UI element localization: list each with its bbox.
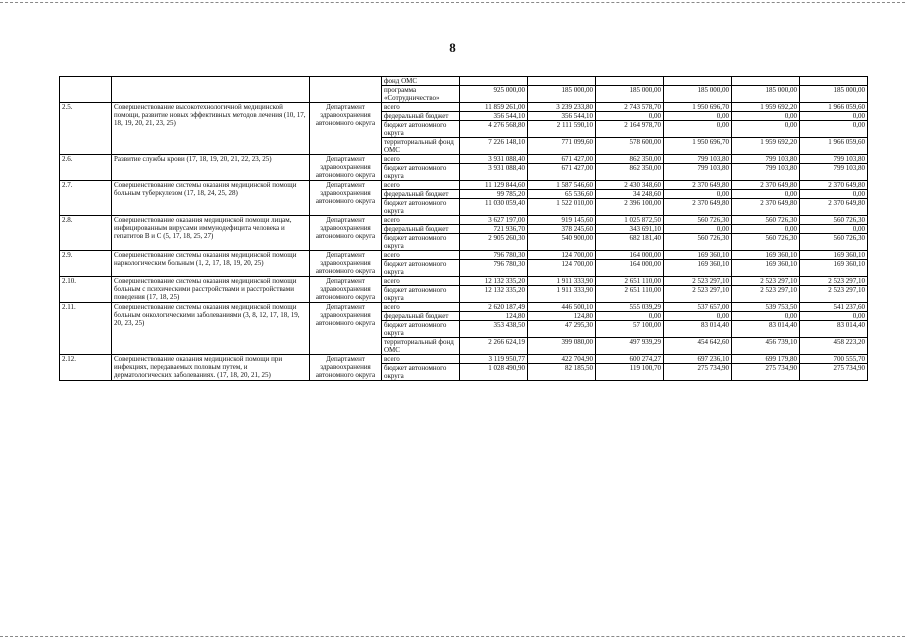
amount-cell: 1 028 490,90 bbox=[460, 364, 528, 381]
funding-source-cell: всего bbox=[382, 277, 460, 286]
funding-source-cell: бюджет автономного округа bbox=[382, 121, 460, 138]
amount-cell: 57 100,00 bbox=[596, 321, 664, 338]
amount-cell: 539 753,50 bbox=[732, 303, 800, 312]
amount-cell: 7 226 148,10 bbox=[460, 138, 528, 155]
funding-source-cell: всего bbox=[382, 155, 460, 164]
scan-edge-top bbox=[0, 2, 905, 3]
item-number-cell: 2.7. bbox=[60, 181, 112, 216]
amount-cell: 2 523 297,10 bbox=[732, 286, 800, 303]
amount-cell: 2 370 649,80 bbox=[800, 199, 868, 216]
amount-cell: 541 237,60 bbox=[800, 303, 868, 312]
amount-cell: 537 657,00 bbox=[664, 303, 732, 312]
amount-cell: 560 726,30 bbox=[800, 216, 868, 225]
amount-cell: 185 000,00 bbox=[528, 86, 596, 103]
amount-cell: 2 523 297,10 bbox=[800, 277, 868, 286]
amount-cell: 799 103,80 bbox=[664, 164, 732, 181]
amount-cell: 2 523 297,10 bbox=[664, 277, 732, 286]
amount-cell: 124,80 bbox=[460, 312, 528, 321]
amount-cell: 4 276 568,80 bbox=[460, 121, 528, 138]
funding-source-cell: федеральный бюджет bbox=[382, 190, 460, 199]
amount-cell: 2 370 649,80 bbox=[732, 199, 800, 216]
amount-cell: 0,00 bbox=[664, 112, 732, 121]
amount-cell: 0,00 bbox=[664, 190, 732, 199]
amount-cell: 124 700,00 bbox=[528, 251, 596, 260]
amount-cell: 925 000,00 bbox=[460, 86, 528, 103]
amount-cell: 275 734,90 bbox=[732, 364, 800, 381]
amount-cell: 1 966 059,60 bbox=[800, 138, 868, 155]
amount-cell: 600 274,27 bbox=[596, 355, 664, 364]
amount-cell bbox=[732, 77, 800, 86]
amount-cell: 11 129 844,60 bbox=[460, 181, 528, 190]
amount-cell: 65 536,60 bbox=[528, 190, 596, 199]
item-number-cell: 2.8. bbox=[60, 216, 112, 251]
item-number-cell: 2.5. bbox=[60, 103, 112, 155]
amount-cell: 399 080,00 bbox=[528, 338, 596, 355]
amount-cell: 0,00 bbox=[800, 121, 868, 138]
amount-cell: 446 500,10 bbox=[528, 303, 596, 312]
amount-cell: 0,00 bbox=[664, 225, 732, 234]
funding-source-cell: всего bbox=[382, 355, 460, 364]
amount-cell: 560 726,30 bbox=[732, 216, 800, 225]
amount-cell: 185 000,00 bbox=[664, 86, 732, 103]
responsible-department-cell: Департамент здравоохранения автономного округа bbox=[310, 251, 382, 277]
amount-cell: 0,00 bbox=[732, 190, 800, 199]
amount-cell: 356 544,10 bbox=[528, 112, 596, 121]
amount-cell: 185 000,00 bbox=[800, 86, 868, 103]
amount-cell: 353 438,50 bbox=[460, 321, 528, 338]
amount-cell: 0,00 bbox=[664, 312, 732, 321]
amount-cell: 0,00 bbox=[596, 112, 664, 121]
amount-cell bbox=[664, 77, 732, 86]
table-row bbox=[60, 181, 868, 190]
table-row bbox=[60, 77, 868, 86]
amount-cell: 799 103,80 bbox=[664, 155, 732, 164]
amount-cell: 1 911 333,90 bbox=[528, 286, 596, 303]
amount-cell: 343 691,10 bbox=[596, 225, 664, 234]
amount-cell: 682 181,40 bbox=[596, 234, 664, 251]
amount-cell bbox=[460, 77, 528, 86]
amount-cell: 0,00 bbox=[800, 112, 868, 121]
amount-cell: 771 099,60 bbox=[528, 138, 596, 155]
amount-cell: 2 111 590,10 bbox=[528, 121, 596, 138]
amount-cell: 2 743 578,70 bbox=[596, 103, 664, 112]
scan-edge-bottom bbox=[0, 636, 905, 637]
table-row bbox=[60, 216, 868, 225]
amount-cell: 560 726,30 bbox=[800, 234, 868, 251]
item-number-cell bbox=[60, 77, 112, 103]
amount-cell: 0,00 bbox=[800, 190, 868, 199]
amount-cell: 799 103,80 bbox=[732, 155, 800, 164]
funding-source-cell: бюджет автономного округа bbox=[382, 286, 460, 303]
amount-cell: 12 132 335,20 bbox=[460, 277, 528, 286]
item-name-cell: Совершенствование системы оказания медицинской помощи больным туберкулезом (17, 18, 24, 25, 28) bbox=[112, 181, 310, 216]
amount-cell: 2 370 649,80 bbox=[732, 181, 800, 190]
amount-cell: 2 523 297,10 bbox=[664, 286, 732, 303]
amount-cell: 12 132 335,20 bbox=[460, 286, 528, 303]
funding-source-cell: всего bbox=[382, 181, 460, 190]
amount-cell: 0,00 bbox=[732, 112, 800, 121]
amount-cell: 164 000,00 bbox=[596, 260, 664, 277]
item-number-cell: 2.11. bbox=[60, 303, 112, 355]
amount-cell bbox=[596, 77, 664, 86]
funding-source-cell: территориальный фонд ОМС bbox=[382, 338, 460, 355]
amount-cell: 83 014,40 bbox=[732, 321, 800, 338]
amount-cell: 11 859 261,00 bbox=[460, 103, 528, 112]
amount-cell: 2 396 100,00 bbox=[596, 199, 664, 216]
amount-cell: 169 360,10 bbox=[664, 260, 732, 277]
amount-cell: 796 780,30 bbox=[460, 260, 528, 277]
table-row bbox=[60, 155, 868, 164]
funding-source-cell: фонд ОМС bbox=[382, 77, 460, 86]
amount-cell: 275 734,90 bbox=[800, 364, 868, 381]
item-number-cell: 2.6. bbox=[60, 155, 112, 181]
funding-source-cell: федеральный бюджет bbox=[382, 225, 460, 234]
amount-cell: 119 100,70 bbox=[596, 364, 664, 381]
responsible-department-cell: Департамент здравоохранения автономного округа bbox=[310, 216, 382, 251]
program-funding-table bbox=[59, 76, 868, 381]
amount-cell: 422 704,90 bbox=[528, 355, 596, 364]
amount-cell: 3 627 197,00 bbox=[460, 216, 528, 225]
table-row bbox=[60, 103, 868, 112]
amount-cell: 671 427,00 bbox=[528, 155, 596, 164]
amount-cell: 2 164 978,70 bbox=[596, 121, 664, 138]
amount-cell: 796 780,30 bbox=[460, 251, 528, 260]
amount-cell: 1 959 692,20 bbox=[732, 138, 800, 155]
amount-cell: 2 430 348,60 bbox=[596, 181, 664, 190]
amount-cell: 1 911 333,90 bbox=[528, 277, 596, 286]
amount-cell: 799 103,80 bbox=[800, 164, 868, 181]
table-row bbox=[60, 277, 868, 286]
table-row bbox=[60, 355, 868, 364]
amount-cell: 34 248,60 bbox=[596, 190, 664, 199]
amount-cell: 2 266 624,19 bbox=[460, 338, 528, 355]
item-name-cell bbox=[112, 77, 310, 103]
amount-cell: 456 739,10 bbox=[732, 338, 800, 355]
amount-cell: 0,00 bbox=[732, 312, 800, 321]
amount-cell: 799 103,80 bbox=[800, 155, 868, 164]
item-name-cell: Совершенствование высокотехнологичной медицинской помощи, развитие новых эффективных методов лечения (10, 17, 18, 19, 20, 21, 23, 25) bbox=[112, 103, 310, 155]
amount-cell: 99 785,20 bbox=[460, 190, 528, 199]
funding-source-cell: федеральный бюджет bbox=[382, 112, 460, 121]
amount-cell: 169 360,10 bbox=[732, 260, 800, 277]
responsible-department-cell: Департамент здравоохранения автономного округа bbox=[310, 155, 382, 181]
amount-cell: 11 030 059,40 bbox=[460, 199, 528, 216]
amount-cell: 124,80 bbox=[528, 312, 596, 321]
amount-cell: 1 950 696,70 bbox=[664, 138, 732, 155]
amount-cell: 0,00 bbox=[800, 312, 868, 321]
amount-cell: 1 966 059,60 bbox=[800, 103, 868, 112]
funding-source-cell: бюджет автономного округа bbox=[382, 364, 460, 381]
amount-cell: 83 014,40 bbox=[800, 321, 868, 338]
amount-cell: 169 360,10 bbox=[800, 260, 868, 277]
amount-cell: 555 039,29 bbox=[596, 303, 664, 312]
amount-cell: 671 427,00 bbox=[528, 164, 596, 181]
amount-cell: 697 236,10 bbox=[664, 355, 732, 364]
item-number-cell: 2.12. bbox=[60, 355, 112, 381]
amount-cell: 185 000,00 bbox=[732, 86, 800, 103]
item-name-cell: Совершенствование системы оказания медицинской помощи наркологическим больным (1, 2, 17, 18, 19, 20, 25) bbox=[112, 251, 310, 277]
responsible-department-cell: Департамент здравоохранения автономного округа bbox=[310, 355, 382, 381]
amount-cell: 0,00 bbox=[732, 225, 800, 234]
item-name-cell: Совершенствование системы оказания медицинской помощи больным онкологическими заболеваниями (3, 8, 12, 17, 18, 19, 20, 23, 25) bbox=[112, 303, 310, 355]
amount-cell: 721 936,70 bbox=[460, 225, 528, 234]
funding-source-cell: всего bbox=[382, 103, 460, 112]
responsible-department-cell: Департамент здравоохранения автономного округа bbox=[310, 277, 382, 303]
amount-cell: 164 000,00 bbox=[596, 251, 664, 260]
funding-source-cell: всего bbox=[382, 251, 460, 260]
amount-cell: 275 734,90 bbox=[664, 364, 732, 381]
amount-cell: 356 544,10 bbox=[460, 112, 528, 121]
amount-cell: 0,00 bbox=[596, 312, 664, 321]
amount-cell: 2 370 649,80 bbox=[664, 181, 732, 190]
amount-cell: 2 651 110,00 bbox=[596, 277, 664, 286]
responsible-department-cell: Департамент здравоохранения автономного округа bbox=[310, 103, 382, 155]
amount-cell: 919 145,60 bbox=[528, 216, 596, 225]
amount-cell: 1 025 872,50 bbox=[596, 216, 664, 225]
funding-source-cell: программа «Сотрудничество» bbox=[382, 86, 460, 103]
amount-cell: 700 555,70 bbox=[800, 355, 868, 364]
amount-cell: 458 223,20 bbox=[800, 338, 868, 355]
amount-cell: 3 931 088,40 bbox=[460, 164, 528, 181]
responsible-department-cell bbox=[310, 77, 382, 103]
item-name-cell: Совершенствование оказания медицинской помощи при инфекциях, передаваемых половым путем, и дерматологических заболеваниях. (17, 18, 20, 21, 25) bbox=[112, 355, 310, 381]
amount-cell: 185 000,00 bbox=[596, 86, 664, 103]
amount-cell: 1 522 010,00 bbox=[528, 199, 596, 216]
amount-cell: 2 523 297,10 bbox=[732, 277, 800, 286]
responsible-department-cell: Департамент здравоохранения автономного округа bbox=[310, 181, 382, 216]
funding-source-cell: бюджет автономного округа bbox=[382, 164, 460, 181]
funding-source-cell: бюджет автономного округа bbox=[382, 234, 460, 251]
amount-cell: 799 103,80 bbox=[732, 164, 800, 181]
responsible-department-cell: Департамент здравоохранения автономного округа bbox=[310, 303, 382, 355]
amount-cell: 862 350,00 bbox=[596, 164, 664, 181]
funding-source-cell: всего bbox=[382, 216, 460, 225]
amount-cell: 3 239 233,80 bbox=[528, 103, 596, 112]
item-number-cell: 2.9. bbox=[60, 251, 112, 277]
amount-cell: 0,00 bbox=[800, 225, 868, 234]
amount-cell: 47 295,30 bbox=[528, 321, 596, 338]
amount-cell: 2 651 110,00 bbox=[596, 286, 664, 303]
funding-source-cell: всего bbox=[382, 303, 460, 312]
amount-cell: 2 523 297,10 bbox=[800, 286, 868, 303]
item-name-cell: Совершенствование системы оказания медицинской помощи больным с психическими расстройствами и расстройствами поведения (17, 18, 25) bbox=[112, 277, 310, 303]
amount-cell: 169 360,10 bbox=[664, 251, 732, 260]
amount-cell: 578 600,00 bbox=[596, 138, 664, 155]
amount-cell: 169 360,10 bbox=[800, 251, 868, 260]
item-name-cell: Развитие службы крови (17, 18, 19, 20, 21, 22, 23, 25) bbox=[112, 155, 310, 181]
amount-cell: 540 900,00 bbox=[528, 234, 596, 251]
amount-cell bbox=[800, 77, 868, 86]
amount-cell: 497 939,29 bbox=[596, 338, 664, 355]
amount-cell bbox=[528, 77, 596, 86]
amount-cell: 2 905 260,30 bbox=[460, 234, 528, 251]
amount-cell: 3 931 088,40 bbox=[460, 155, 528, 164]
funding-source-cell: бюджет автономного округа bbox=[382, 199, 460, 216]
page-number: 8 bbox=[449, 40, 456, 55]
funding-source-cell: бюджет автономного округа bbox=[382, 260, 460, 277]
table-row bbox=[60, 303, 868, 312]
amount-cell: 862 350,00 bbox=[596, 155, 664, 164]
amount-cell: 699 179,80 bbox=[732, 355, 800, 364]
amount-cell: 169 360,10 bbox=[732, 251, 800, 260]
amount-cell: 2 370 649,80 bbox=[800, 181, 868, 190]
amount-cell: 560 726,30 bbox=[664, 216, 732, 225]
amount-cell: 454 642,60 bbox=[664, 338, 732, 355]
item-name-cell: Совершенствование оказания медицинской помощи лицам, инфицированным вирусами иммунодефицита человека и гепатитов В и С (5, 17, 18, 25, 27) bbox=[112, 216, 310, 251]
amount-cell: 560 726,30 bbox=[732, 234, 800, 251]
amount-cell: 0,00 bbox=[664, 121, 732, 138]
amount-cell: 560 726,30 bbox=[664, 234, 732, 251]
amount-cell: 1 587 546,60 bbox=[528, 181, 596, 190]
amount-cell: 124 700,00 bbox=[528, 260, 596, 277]
table-row bbox=[60, 251, 868, 260]
funding-source-cell: бюджет автономного округа bbox=[382, 321, 460, 338]
funding-source-cell: федеральный бюджет bbox=[382, 312, 460, 321]
amount-cell: 1 950 696,70 bbox=[664, 103, 732, 112]
amount-cell: 83 014,40 bbox=[664, 321, 732, 338]
amount-cell: 378 245,60 bbox=[528, 225, 596, 234]
amount-cell: 2 370 649,80 bbox=[664, 199, 732, 216]
item-number-cell: 2.10. bbox=[60, 277, 112, 303]
amount-cell: 0,00 bbox=[732, 121, 800, 138]
amount-cell: 82 185,50 bbox=[528, 364, 596, 381]
table-body bbox=[60, 77, 868, 381]
funding-source-cell: территориальный фонд ОМС bbox=[382, 138, 460, 155]
amount-cell: 3 119 950,77 bbox=[460, 355, 528, 364]
amount-cell: 2 620 187,49 bbox=[460, 303, 528, 312]
amount-cell: 1 959 692,20 bbox=[732, 103, 800, 112]
